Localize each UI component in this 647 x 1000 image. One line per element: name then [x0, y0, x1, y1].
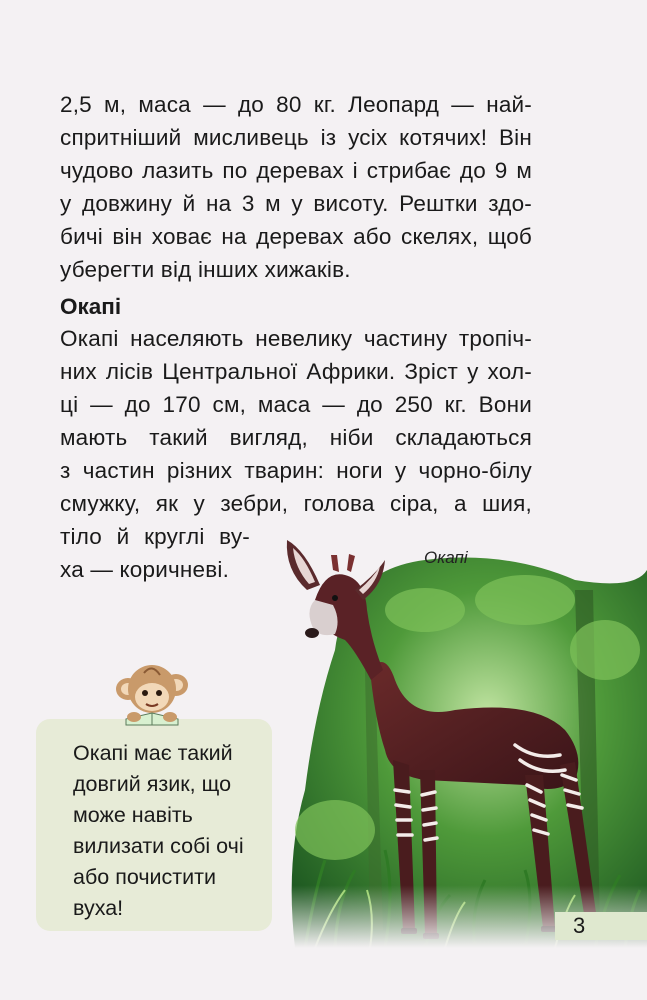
- page-number: 3: [573, 913, 586, 938]
- text-line: чудово лазить по деревах і стрибає до 9 м: [60, 158, 532, 183]
- fact-line: або почистити: [73, 865, 217, 889]
- text-line: бичі він ховає на деревах або скелях, щоб: [60, 224, 532, 249]
- text-line: у довжину й на 3 м у висоту. Рештки здо-: [60, 191, 532, 216]
- text-line: ха — коричневі.: [60, 557, 230, 582]
- text-line: Окапі населяють невелику частину тропіч-: [60, 326, 532, 351]
- fact-line: вилизати собі очі: [73, 834, 244, 858]
- text-line: смужку, як у зебри, голова сіра, а шия,: [60, 491, 532, 516]
- text-line: них лісів Центральної Африки. Зріст у хол-: [60, 359, 532, 384]
- text-line: 2,5 м, маса — до 80 кг. Леопард — най-: [60, 92, 532, 117]
- monkey-reading-icon: [108, 655, 198, 727]
- fact-line: довгий язик, що: [73, 772, 232, 796]
- text-line: уберегти від інших хижаків.: [60, 257, 351, 282]
- illustration-caption: Окапі: [424, 548, 468, 567]
- section-heading: Окапі: [60, 294, 122, 319]
- fact-line: вуха!: [73, 896, 124, 920]
- page-number-bar: [555, 912, 647, 940]
- text-line: тіло й круглі ву-: [60, 524, 250, 549]
- fact-line: може навіть: [73, 803, 193, 827]
- text-line: спритніший мисливець із усіх котячих! Він: [60, 125, 532, 150]
- fact-line: Окапі має такий: [73, 741, 233, 765]
- text-line: з частин різних тварин: ноги у чорно-білу: [60, 458, 532, 483]
- text-line: мають такий вигляд, ніби складаються: [60, 425, 532, 450]
- text-line: ці — до 170 см, маса — до 250 кг. Вони: [60, 392, 532, 417]
- okapi-illustration: [275, 530, 647, 948]
